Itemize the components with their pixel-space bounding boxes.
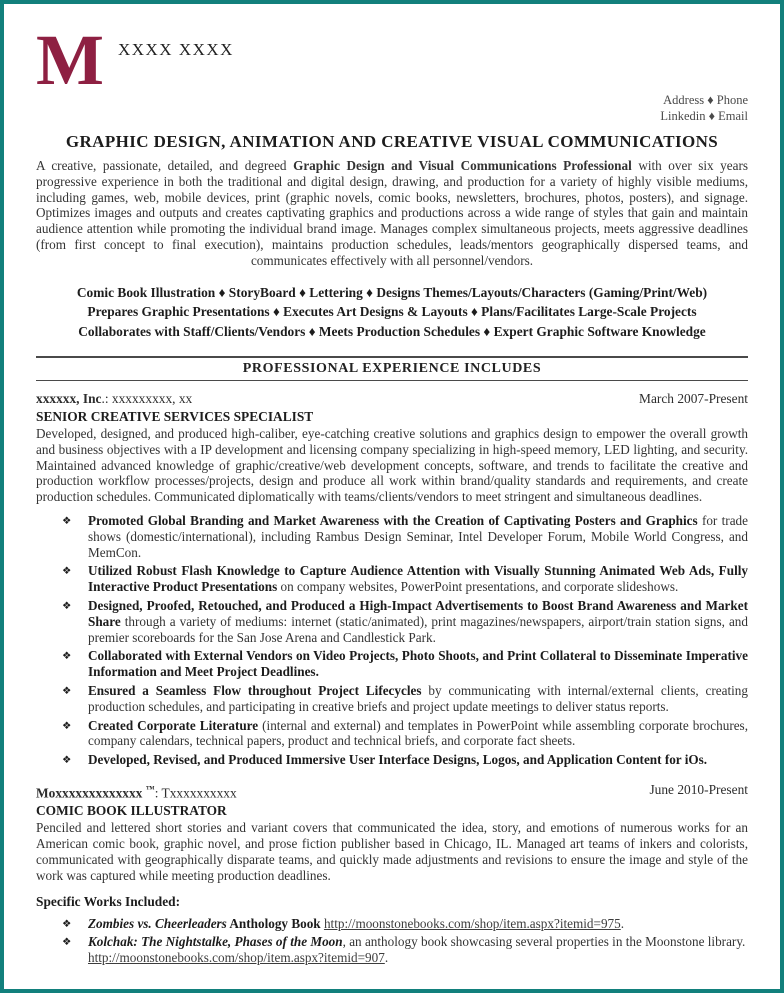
summary-paragraph — [36, 158, 748, 269]
work-subtitle: Anthology Book — [226, 915, 324, 931]
job2-company-name: Moxxxxxxxxxxxxx — [36, 785, 143, 801]
bullet-lead: Utilized Robust Flash Knowledge to Capture Audience Attention with Visually Stunning Animated Web Ads, Fully Interactive Product Presentations — [88, 563, 748, 595]
bullet-text — [88, 752, 748, 768]
diamond-bullet-icon: ❖ — [62, 516, 72, 528]
bullet-item — [62, 598, 748, 645]
contact-line-linkedin-email: Linkedin ♦ Email — [660, 109, 748, 123]
work-title: Zombies vs. Cheerleaders — [88, 915, 227, 931]
skills-line-3: Collaborates with Staff/Clients/Vendors ♦ Meets Production Schedules ♦ Expert Graphic Software Knowledge — [78, 323, 706, 339]
work-item — [62, 934, 748, 966]
bullet-item — [62, 513, 748, 560]
bullet-lead: Developed, Revised, and Produced Immersive User Interface Designs, Logos, and Application Content for iOs. — [88, 752, 708, 768]
contact-info — [660, 92, 748, 124]
bullet-text — [88, 648, 748, 680]
work-text — [88, 934, 748, 966]
bullet-item — [62, 718, 748, 750]
bullet-text — [88, 718, 748, 750]
section-header-professional-experience: PROFESSIONAL EXPERIENCE INCLUDES — [36, 356, 748, 381]
resume-headline: GRAPHIC DESIGN, ANIMATION AND CREATIVE VISUAL COMMUNICATIONS — [65, 132, 719, 151]
bullet-text — [88, 513, 748, 560]
job2-company — [36, 781, 237, 801]
bullet-lead: Collaborated with External Vendors on Video Projects, Photo Shoots, and Print Collateral to Disseminate Imperative Information and Meet Project Deadlines. — [88, 648, 748, 680]
job1-dates: March 2007-Present — [639, 391, 748, 407]
skills-line-2: Prepares Graphic Presentations ♦ Executes Art Designs & Layouts ♦ Plans/Facilitates Large-Scale Projects — [87, 304, 697, 320]
bullet-rest: for trade shows (domestic/international), including Rambus Design Seminar, Intel Developer Forum, Mobile World Congress, and MemCon. — [88, 513, 748, 560]
work-text — [88, 916, 748, 932]
work-link[interactable]: http://moonstonebooks.com/shop/item.aspx?itemid=907 — [88, 950, 385, 966]
bullet-rest: by communicating with internal/external clients, creating production schedules, and participating in creative briefs and project update meetings to deliver status reports. — [88, 683, 748, 714]
diamond-bullet-icon: ❖ — [62, 720, 72, 732]
job-entry-1 — [36, 390, 748, 768]
work-suffix: . — [620, 915, 625, 931]
job1-company — [36, 390, 192, 407]
job2-company-location: : Txxxxxxxxxx — [154, 785, 237, 801]
bullet-rest: on company websites, PowerPoint presentations, and corporate slideshows. — [277, 579, 679, 595]
work-title: Kolchak: The Nightstalke, Phases of the Moon — [88, 934, 343, 950]
bullet-text — [88, 598, 748, 645]
bullet-lead: Designed, Proofed, Retouched, and Produced a High-Impact Advertisements to Boost Brand Awareness and Market Share — [88, 598, 748, 629]
bullet-item — [62, 563, 748, 595]
work-suffix: . — [384, 950, 389, 966]
bullet-text — [88, 563, 748, 595]
bullet-item — [62, 683, 748, 715]
work-description: , an anthology book showcasing several properties in the Moonstone library. — [342, 934, 746, 950]
job1-title: SENIOR CREATIVE SERVICES SPECIALIST — [36, 409, 314, 425]
contact-line-address-phone: Address ♦ Phone — [663, 93, 748, 107]
job1-header-row — [36, 390, 748, 407]
diamond-bullet-icon: ❖ — [62, 918, 72, 930]
job1-company-location: .: xxxxxxxxx, xx — [101, 391, 193, 407]
diamond-bullet-icon: ❖ — [62, 686, 72, 698]
job1-company-name: xxxxxx, Inc — [36, 391, 102, 407]
skills-block — [36, 283, 748, 342]
job1-description: Developed, designed, and produced high-caliber, eye-catching creative solutions and graphics design to empower the overall growth and business objectives with a IP development and licensing company specializing in high-speed memory, LED lighting, and security. Maintained advanced knowledge of graphic/creative/web development concepts, software, and trends to facilitate the creative and production workflow processes/projects, design and produce all work within brand/quality standards and requirements, and create production schedules. Communicated diplomatically with teams/clients/vendors to meet stringent and simultaneous deadlines. — [36, 426, 748, 505]
specific-works-heading: Specific Works Included: — [36, 893, 181, 909]
job1-bullet-list — [62, 513, 748, 768]
monogram-initial: M — [36, 20, 104, 100]
trademark-symbol: ™ — [145, 784, 155, 795]
diamond-bullet-icon: ❖ — [62, 566, 72, 578]
bullet-lead: Created Corporate Literature — [88, 717, 259, 733]
diamond-bullet-icon: ❖ — [62, 651, 72, 663]
bullet-item — [62, 752, 748, 768]
candidate-name: XXXX XXXX — [117, 40, 234, 59]
bullet-lead: Promoted Global Branding and Market Awareness with the Creation of Captivating Posters and Graphics — [88, 513, 698, 529]
job2-dates: June 2010-Present — [649, 782, 748, 798]
diamond-bullet-icon: ❖ — [62, 937, 72, 949]
skills-line-1: Comic Book Illustration ♦ StoryBoard ♦ Lettering ♦ Designs Themes/Layouts/Characters (Gaming/Print/Web) — [76, 284, 708, 300]
summary-text-continued: with over six years progressive experience in both the traditional and digital design, drawing, and production for a variety of highly visible mediums, including games, web, mobile devices, print (graphic novels, comic books, newsletters, brochures, photos, posters), and signage. Optimizes images and outputs and creates captivating graphics and productions across a wide range of styles that gain and maintain audience attention while promoting the individual brand image. Manages complex simultaneous projects, meets aggressive deadlines (from first concept to final execution), maintains production schedules, leads/mentors geographically dispersed teams, and communicates effectively with all personnel/vendors. — [36, 158, 749, 268]
bullet-text — [88, 683, 748, 715]
diamond-bullet-icon: ❖ — [62, 601, 72, 613]
job2-description: Penciled and lettered short stories and variant covers that communicated the idea, story, and emotions of numerous works for an American comic book, graphic novel, and prose fiction publisher based in Chicago, IL. Managed art teams of inkers and colorists, communicated with geographically disparate teams, and quickly made adjustments and revisions to ensure the image and style of the work was captured while meeting production deadlines. — [36, 820, 748, 883]
summary-bold-profession: Graphic Design and Visual Communications Professional — [293, 158, 632, 173]
job2-title: COMIC BOOK ILLUSTRATOR — [36, 803, 227, 819]
header — [36, 20, 748, 128]
bullet-item — [62, 648, 748, 680]
diamond-bullet-icon: ❖ — [62, 755, 72, 767]
bullet-lead: Ensured a Seamless Flow throughout Project Lifecycles — [88, 683, 422, 699]
bullet-rest: through a variety of mediums: internet (static/animated), print magazines/newspapers, airport/train station signs, and premier scoreboards for the San Jose Arena and Candlestick Park. — [88, 613, 748, 645]
work-item — [62, 916, 748, 932]
job-entry-2 — [36, 781, 748, 966]
job2-header-row — [36, 781, 748, 801]
work-link[interactable]: http://moonstonebooks.com/shop/item.aspx?itemid=975 — [323, 915, 621, 931]
works-list — [62, 916, 748, 966]
summary-text: A creative, passionate, detailed, and degreed — [36, 158, 294, 173]
bullet-rest: (internal and external) and templates in PowerPoint while assembling corporate brochures, company calendars, technical papers, product and technical briefs, and corporate fact sheets. — [88, 717, 748, 749]
